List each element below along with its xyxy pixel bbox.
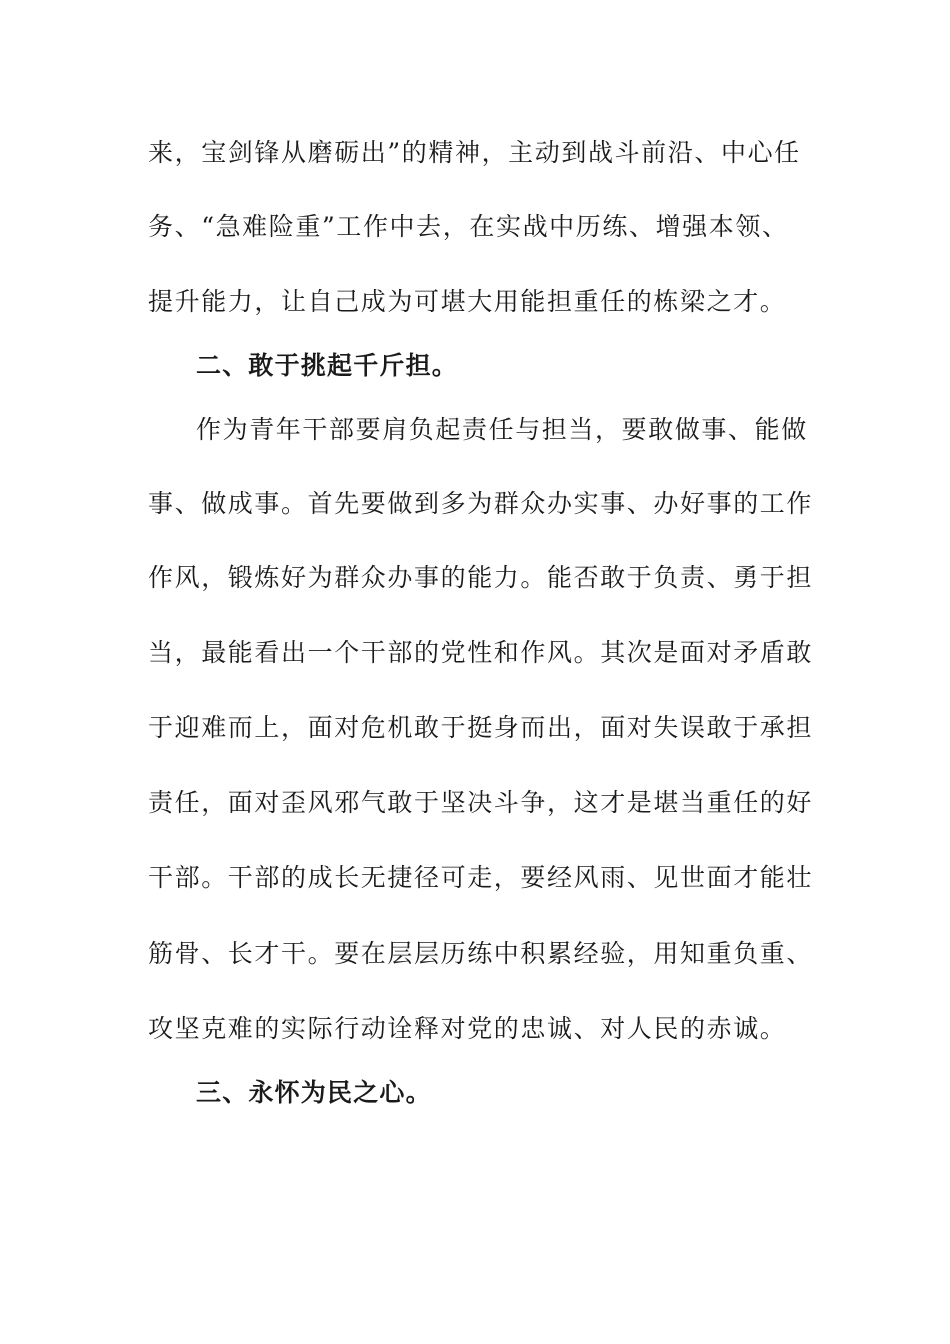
paragraph-line: 于迎难而上，面对危机敢于挺身而出，面对失误敢于承担: [148, 713, 814, 742]
paragraph-line: 作为青年干部要肩负起责任与担当，要敢做事、能做: [196, 415, 808, 444]
paragraph-line: 责任，面对歪风邪气敢于坚决斗争，这才是堪当重任的好: [148, 788, 814, 817]
section-heading-2: 二、敢于挑起千斤担。: [196, 351, 459, 380]
paragraph-line: 事、做成事。首先要做到多为群众办实事、办好事的工作: [148, 489, 814, 518]
paragraph-line: 筋骨、长才干。要在层层历练中积累经验，用知重负重、: [148, 939, 814, 968]
paragraph-line: 来，宝剑锋从磨砺出”的精神，主动到战斗前沿、中心任: [148, 138, 801, 167]
paragraph-line: 干部。干部的成长无捷径可走，要经风雨、见世面才能壮: [148, 863, 814, 892]
paragraph-line: 作风，锻炼好为群众办事的能力。能否敢于负责、勇于担: [148, 563, 814, 592]
paragraph-line: 务、“急难险重”工作中去，在实战中历练、增强本领、: [148, 212, 789, 241]
paragraph-line: 攻坚克难的实际行动诠释对党的忠诚、对人民的赤诚。: [148, 1014, 787, 1043]
paragraph-line: 提升能力，让自己成为可堪大用能担重任的栋梁之才。: [148, 287, 787, 316]
section-heading-3: 三、永怀为民之心。: [196, 1078, 432, 1107]
paragraph-line: 当，最能看出一个干部的党性和作风。其次是面对矛盾敢: [148, 638, 814, 667]
